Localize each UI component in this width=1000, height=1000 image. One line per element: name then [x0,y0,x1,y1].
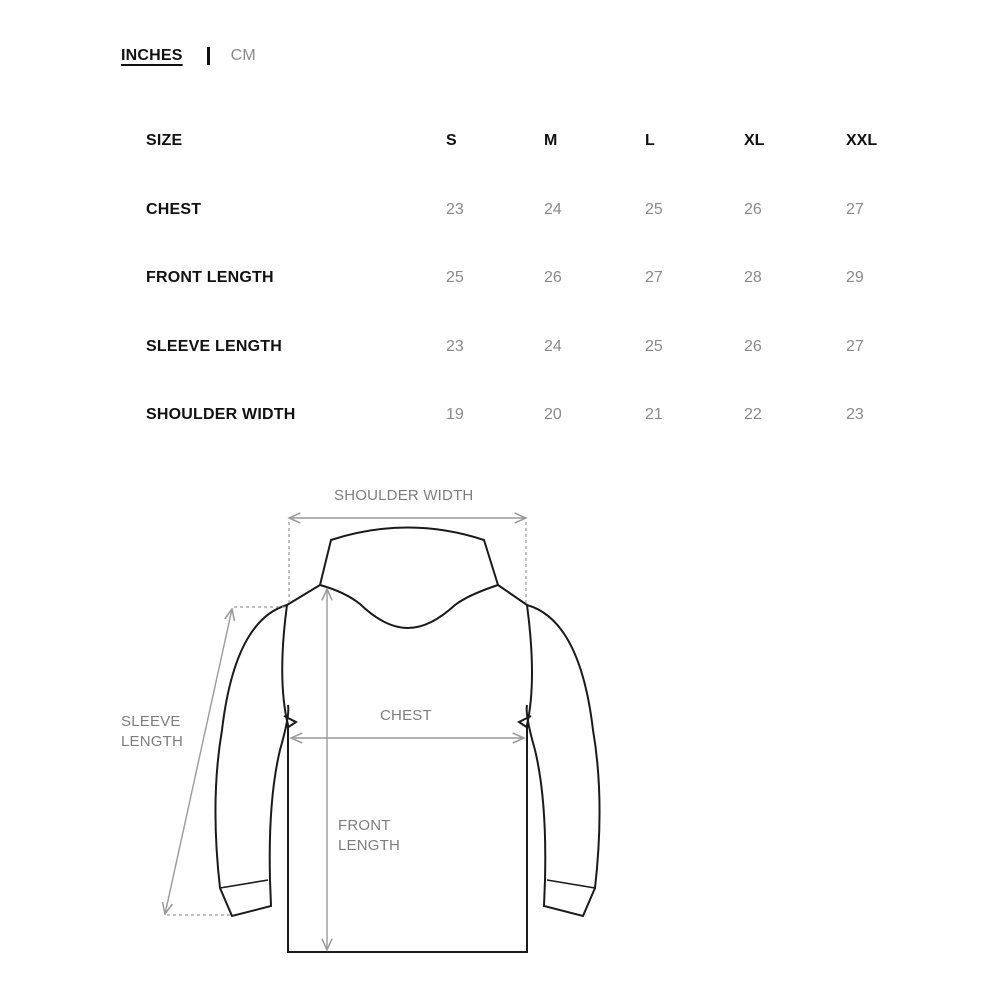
table-cell: 26 [744,200,762,218]
table-row-front-length [146,257,906,326]
size-chart-table [146,120,906,463]
header-size-m: M [544,132,558,149]
table-cell: 24 [544,200,562,218]
header-size-xxl: XXL [846,132,878,149]
front-length-label-line1: FRONT [338,817,391,834]
table-cell: 23 [446,200,464,218]
left-cuff-line [220,880,268,888]
table-cell: 23 [846,406,864,423]
left-sleeve-outline [215,605,288,916]
table-cell: 28 [744,269,762,286]
table-cell: 27 [846,200,864,218]
table-cell: 27 [846,337,864,355]
table-cell: 21 [645,406,663,423]
table-cell: 25 [645,200,663,218]
sleeve-length-arrow [165,609,232,914]
chest-label: CHEST [380,707,432,724]
table-cell: 22 [744,406,762,423]
header-size-label: SIZE [146,132,183,149]
table-cell: 27 [645,269,663,286]
unit-cm-button[interactable]: CM [230,47,256,64]
table-cell: 26 [544,269,562,286]
table-header-row [146,120,906,189]
table-row-chest [146,189,906,258]
table-cell: 19 [446,406,464,423]
table-row-shoulder-width [146,394,906,463]
hood-outline [320,528,498,629]
shoulder-width-label: SHOULDER WIDTH [334,487,474,504]
table-cell: 29 [846,269,864,286]
sleeve-length-label-line2: LENGTH [121,733,184,750]
hoodie-measurement-diagram [0,470,1000,1000]
header-size-xl: XL [744,132,765,149]
row-label: CHEST [146,200,202,218]
unit-separator [207,47,210,65]
table-row-sleeve-length [146,326,906,395]
table-cell: 25 [446,269,464,286]
row-label: SHOULDER WIDTH [146,406,296,423]
right-cuff-line [547,880,595,888]
sleeve-length-label-line1: SLEEVE [121,713,181,730]
row-label: FRONT LENGTH [146,269,274,286]
row-label: SLEEVE LENGTH [146,337,282,355]
table-cell: 24 [544,337,562,355]
table-cell: 25 [645,337,663,355]
unit-toggle [121,44,256,68]
right-sleeve-outline [527,605,600,916]
table-cell: 26 [744,337,762,355]
table-cell: 23 [446,337,464,355]
header-size-l: L [645,132,655,149]
table-cell: 20 [544,406,562,423]
body-outline [282,585,532,952]
header-size-s: S [446,132,457,149]
unit-inches-button[interactable]: INCHES [121,47,183,64]
front-length-label-line2: LENGTH [338,837,401,854]
